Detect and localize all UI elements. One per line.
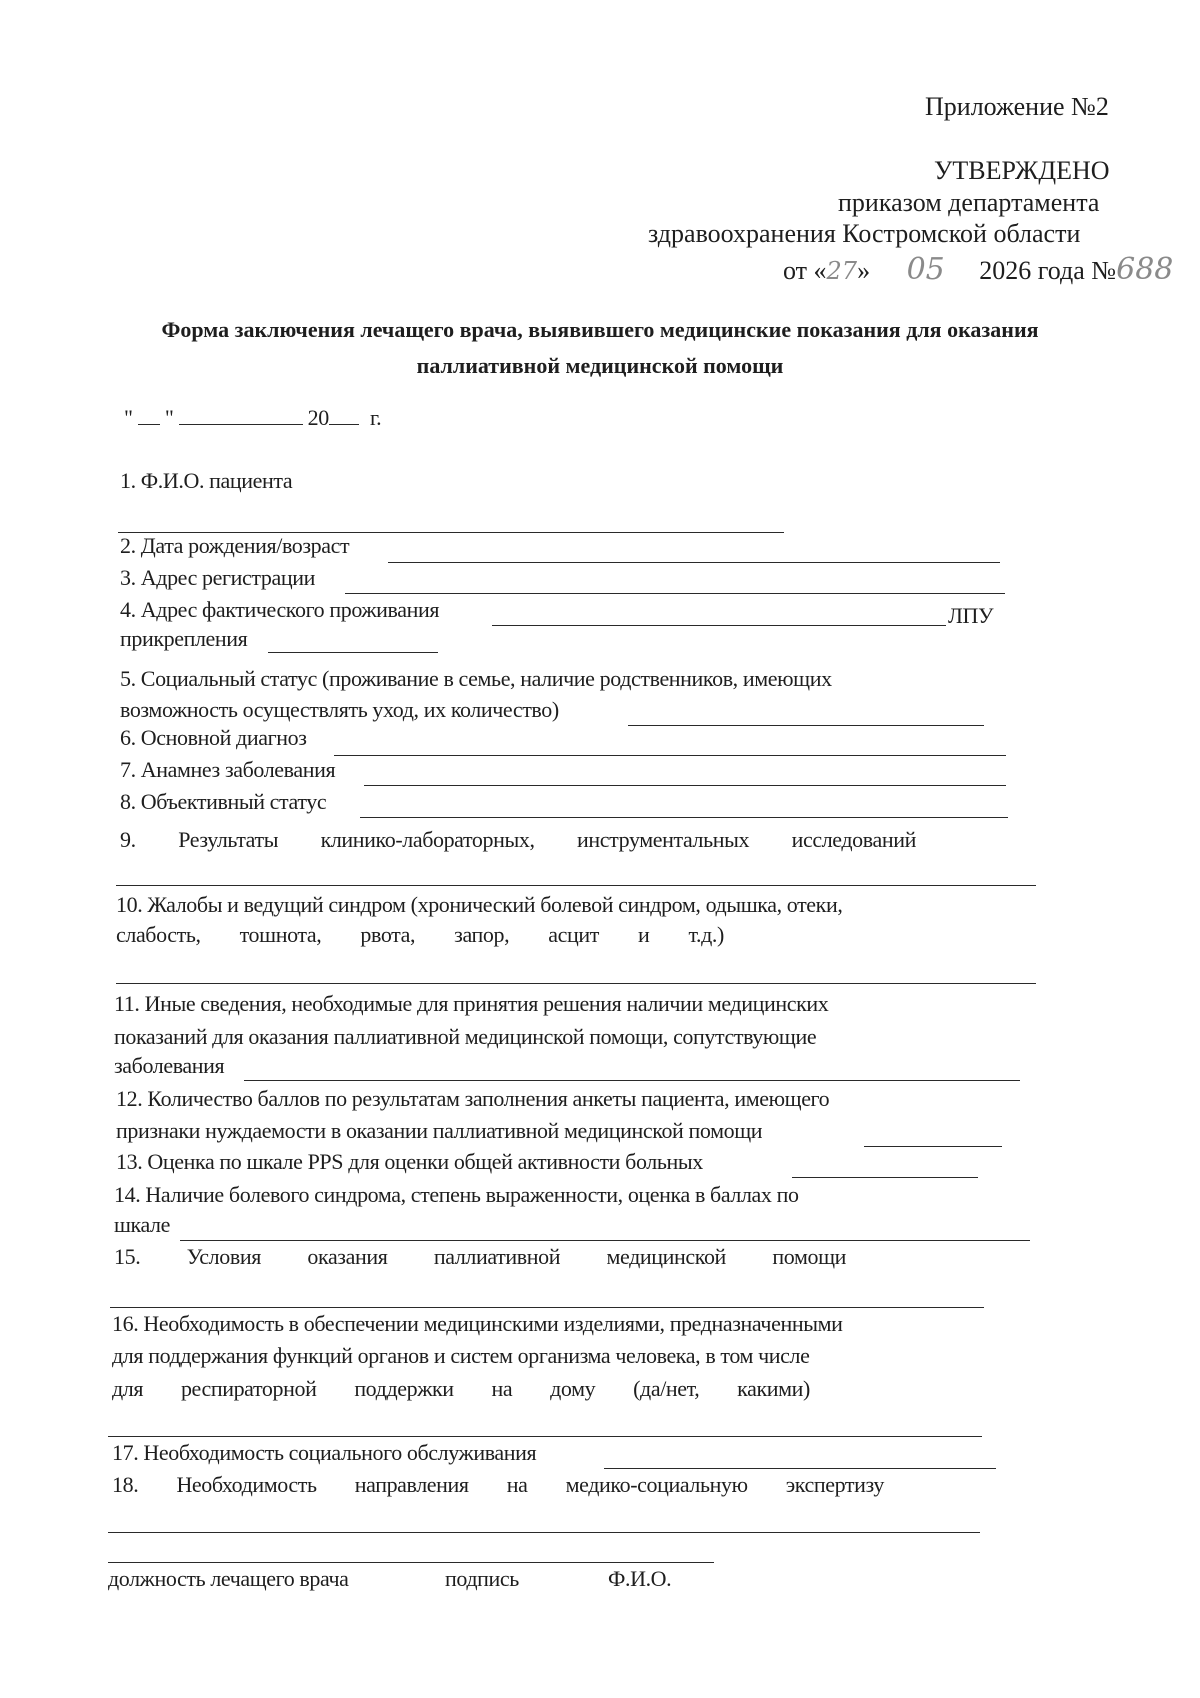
- item-15-blank[interactable]: [110, 1307, 984, 1308]
- item-16-word: дому: [550, 1376, 596, 1401]
- date-quote-open: ": [124, 405, 133, 430]
- item-15-word: медицинской: [606, 1244, 726, 1269]
- item-4-label: 4. Адрес фактического проживания: [120, 597, 440, 622]
- item-15-label: [114, 1244, 846, 1270]
- item-2-label: 2. Дата рождения/возраст: [120, 533, 350, 558]
- item-14-blank[interactable]: [180, 1240, 1030, 1241]
- item-6-label: 6. Основной диагноз: [120, 725, 307, 750]
- item-5-line-2: возможность осуществлять уход, их количество): [120, 697, 559, 722]
- item-3-blank[interactable]: [345, 593, 1005, 594]
- item-10-word: слабость,: [116, 922, 201, 947]
- item-13-label: 13. Оценка по шкале PPS для оценки общей активности больных: [116, 1149, 703, 1174]
- item-18-word: на: [506, 1472, 528, 1497]
- date-year: 2026 года №: [979, 256, 1117, 285]
- date-quote-close: »: [857, 256, 871, 285]
- item-9-word: Результаты: [178, 827, 279, 852]
- item-16-word: (да/нет,: [633, 1376, 700, 1401]
- item-16-word: поддержки: [354, 1376, 454, 1401]
- item-11-line-1: 11. Иные сведения, необходимые для принятия решения наличии медицинских: [114, 991, 829, 1016]
- item-9-word: клинико-лабораторных,: [320, 827, 535, 852]
- signature-position-label: должность лечащего врача: [108, 1566, 349, 1591]
- item-16-word: какими): [737, 1376, 810, 1401]
- item-10-line-1: 10. Жалобы и ведущий синдром (хронический болевой синдром, одышка, отеки,: [116, 892, 843, 917]
- year-blank[interactable]: [329, 424, 359, 425]
- item-8-blank[interactable]: [360, 817, 1008, 818]
- item-15-word: 15.: [114, 1244, 141, 1269]
- item-12-line-2: признаки нуждаемости в оказании паллиативной медицинской помощи: [116, 1118, 763, 1143]
- item-11-line-2: показаний для оказания паллиативной медицинской помощи, сопутствующие: [114, 1024, 817, 1049]
- item-18-word: медико-социальную: [565, 1472, 748, 1497]
- year-prefix: 20: [307, 405, 329, 430]
- item-9-word: 9.: [120, 827, 136, 852]
- date-prefix: от «: [783, 256, 827, 285]
- date-field: [124, 405, 381, 431]
- item-15-word: помощи: [772, 1244, 846, 1269]
- item-16-blank[interactable]: [108, 1436, 982, 1437]
- item-18-blank[interactable]: [108, 1532, 980, 1533]
- item-15-word: Условия: [186, 1244, 261, 1269]
- item-11-line-3: заболевания: [114, 1053, 225, 1078]
- item-14-line-1: 14. Наличие болевого синдрома, степень выраженности, оценка в баллах по: [114, 1182, 799, 1207]
- item-18-word: Необходимость: [176, 1472, 317, 1497]
- year-suffix: г.: [369, 405, 382, 430]
- item-4-attachment-blank[interactable]: [268, 652, 438, 653]
- appendix-label: Приложение №2: [925, 92, 1109, 121]
- order-line-1: приказом департамента: [838, 188, 1100, 217]
- item-10-word: и: [638, 922, 650, 947]
- form-title-line-1: Форма заключения лечащего врача, выявившего медицинские показания для оказания: [161, 317, 1039, 342]
- item-10-line-2: [116, 922, 724, 948]
- item-17-blank[interactable]: [604, 1468, 996, 1469]
- item-5-blank[interactable]: [628, 725, 984, 726]
- item-10-blank[interactable]: [116, 983, 1036, 984]
- item-7-blank[interactable]: [364, 785, 1006, 786]
- order-line-2: здравоохранения Костромской области: [648, 219, 1081, 248]
- item-8-label: 8. Объективный статус: [120, 789, 327, 814]
- item-18-label: [112, 1472, 884, 1498]
- item-17-label: 17. Необходимость социального обслуживания: [112, 1440, 537, 1465]
- month-blank[interactable]: [179, 424, 303, 425]
- item-14-line-2: шкале: [114, 1212, 170, 1237]
- item-15-word: оказания: [307, 1244, 388, 1269]
- form-title: [100, 312, 1100, 384]
- form-title-line-2: паллиативной медицинской помощи: [416, 353, 784, 378]
- item-10-word: т.д.): [688, 922, 724, 947]
- item-16-word: для: [112, 1376, 144, 1401]
- item-9-word: инструментальных: [577, 827, 750, 852]
- item-18-word: экспертизу: [785, 1472, 884, 1497]
- item-4-tail: ЛПУ: [948, 603, 994, 628]
- handwritten-month: 05: [906, 252, 945, 287]
- item-16-line-2: для поддержания функций органов и систем организма человека, в том числе: [112, 1343, 810, 1368]
- item-16-word: на: [491, 1376, 513, 1401]
- item-12-blank[interactable]: [864, 1146, 1002, 1147]
- item-16-line-3: [112, 1376, 810, 1402]
- item-6-blank[interactable]: [334, 755, 1006, 756]
- signature-sign-label: подпись: [445, 1566, 519, 1591]
- item-1-label: 1. Ф.И.О. пациента: [120, 468, 293, 493]
- item-10-word: рвота,: [360, 922, 416, 947]
- item-9-blank[interactable]: [116, 885, 1036, 886]
- signature-line[interactable]: [108, 1562, 714, 1563]
- item-16-line-1: 16. Необходимость в обеспечении медицинскими изделиями, предназначенными: [112, 1311, 843, 1336]
- item-11-blank[interactable]: [244, 1080, 1020, 1081]
- handwritten-day: 27: [826, 257, 858, 285]
- item-7-label: 7. Анамнез заболевания: [120, 757, 336, 782]
- date-quote-close: ": [164, 405, 174, 430]
- item-2-blank[interactable]: [388, 562, 1000, 563]
- item-9-word: исследований: [791, 827, 916, 852]
- order-date-line: [783, 252, 1173, 287]
- item-18-word: направления: [354, 1472, 469, 1497]
- item-5-line-1: 5. Социальный статус (проживание в семье, наличие родственников, имеющих: [120, 666, 832, 691]
- signature-name-label: Ф.И.О.: [608, 1566, 672, 1591]
- day-blank[interactable]: [138, 424, 160, 425]
- item-10-word: тошнота,: [239, 922, 322, 947]
- approved-label: УТВЕРЖДЕНО: [934, 156, 1110, 185]
- handwritten-order-number: 688: [1116, 252, 1174, 287]
- item-9-label: [120, 827, 916, 853]
- item-4-line-2: прикрепления: [120, 626, 248, 651]
- item-13-blank[interactable]: [792, 1177, 978, 1178]
- item-10-word: запор,: [454, 922, 510, 947]
- item-18-word: 18.: [112, 1472, 139, 1497]
- item-12-line-1: 12. Количество баллов по результатам заполнения анкеты пациента, имеющего: [116, 1086, 830, 1111]
- item-16-word: респираторной: [180, 1376, 317, 1401]
- item-10-word: асцит: [548, 922, 599, 947]
- item-3-label: 3. Адрес регистрации: [120, 565, 315, 590]
- item-15-word: паллиативной: [433, 1244, 561, 1269]
- item-4-blank[interactable]: [492, 625, 946, 626]
